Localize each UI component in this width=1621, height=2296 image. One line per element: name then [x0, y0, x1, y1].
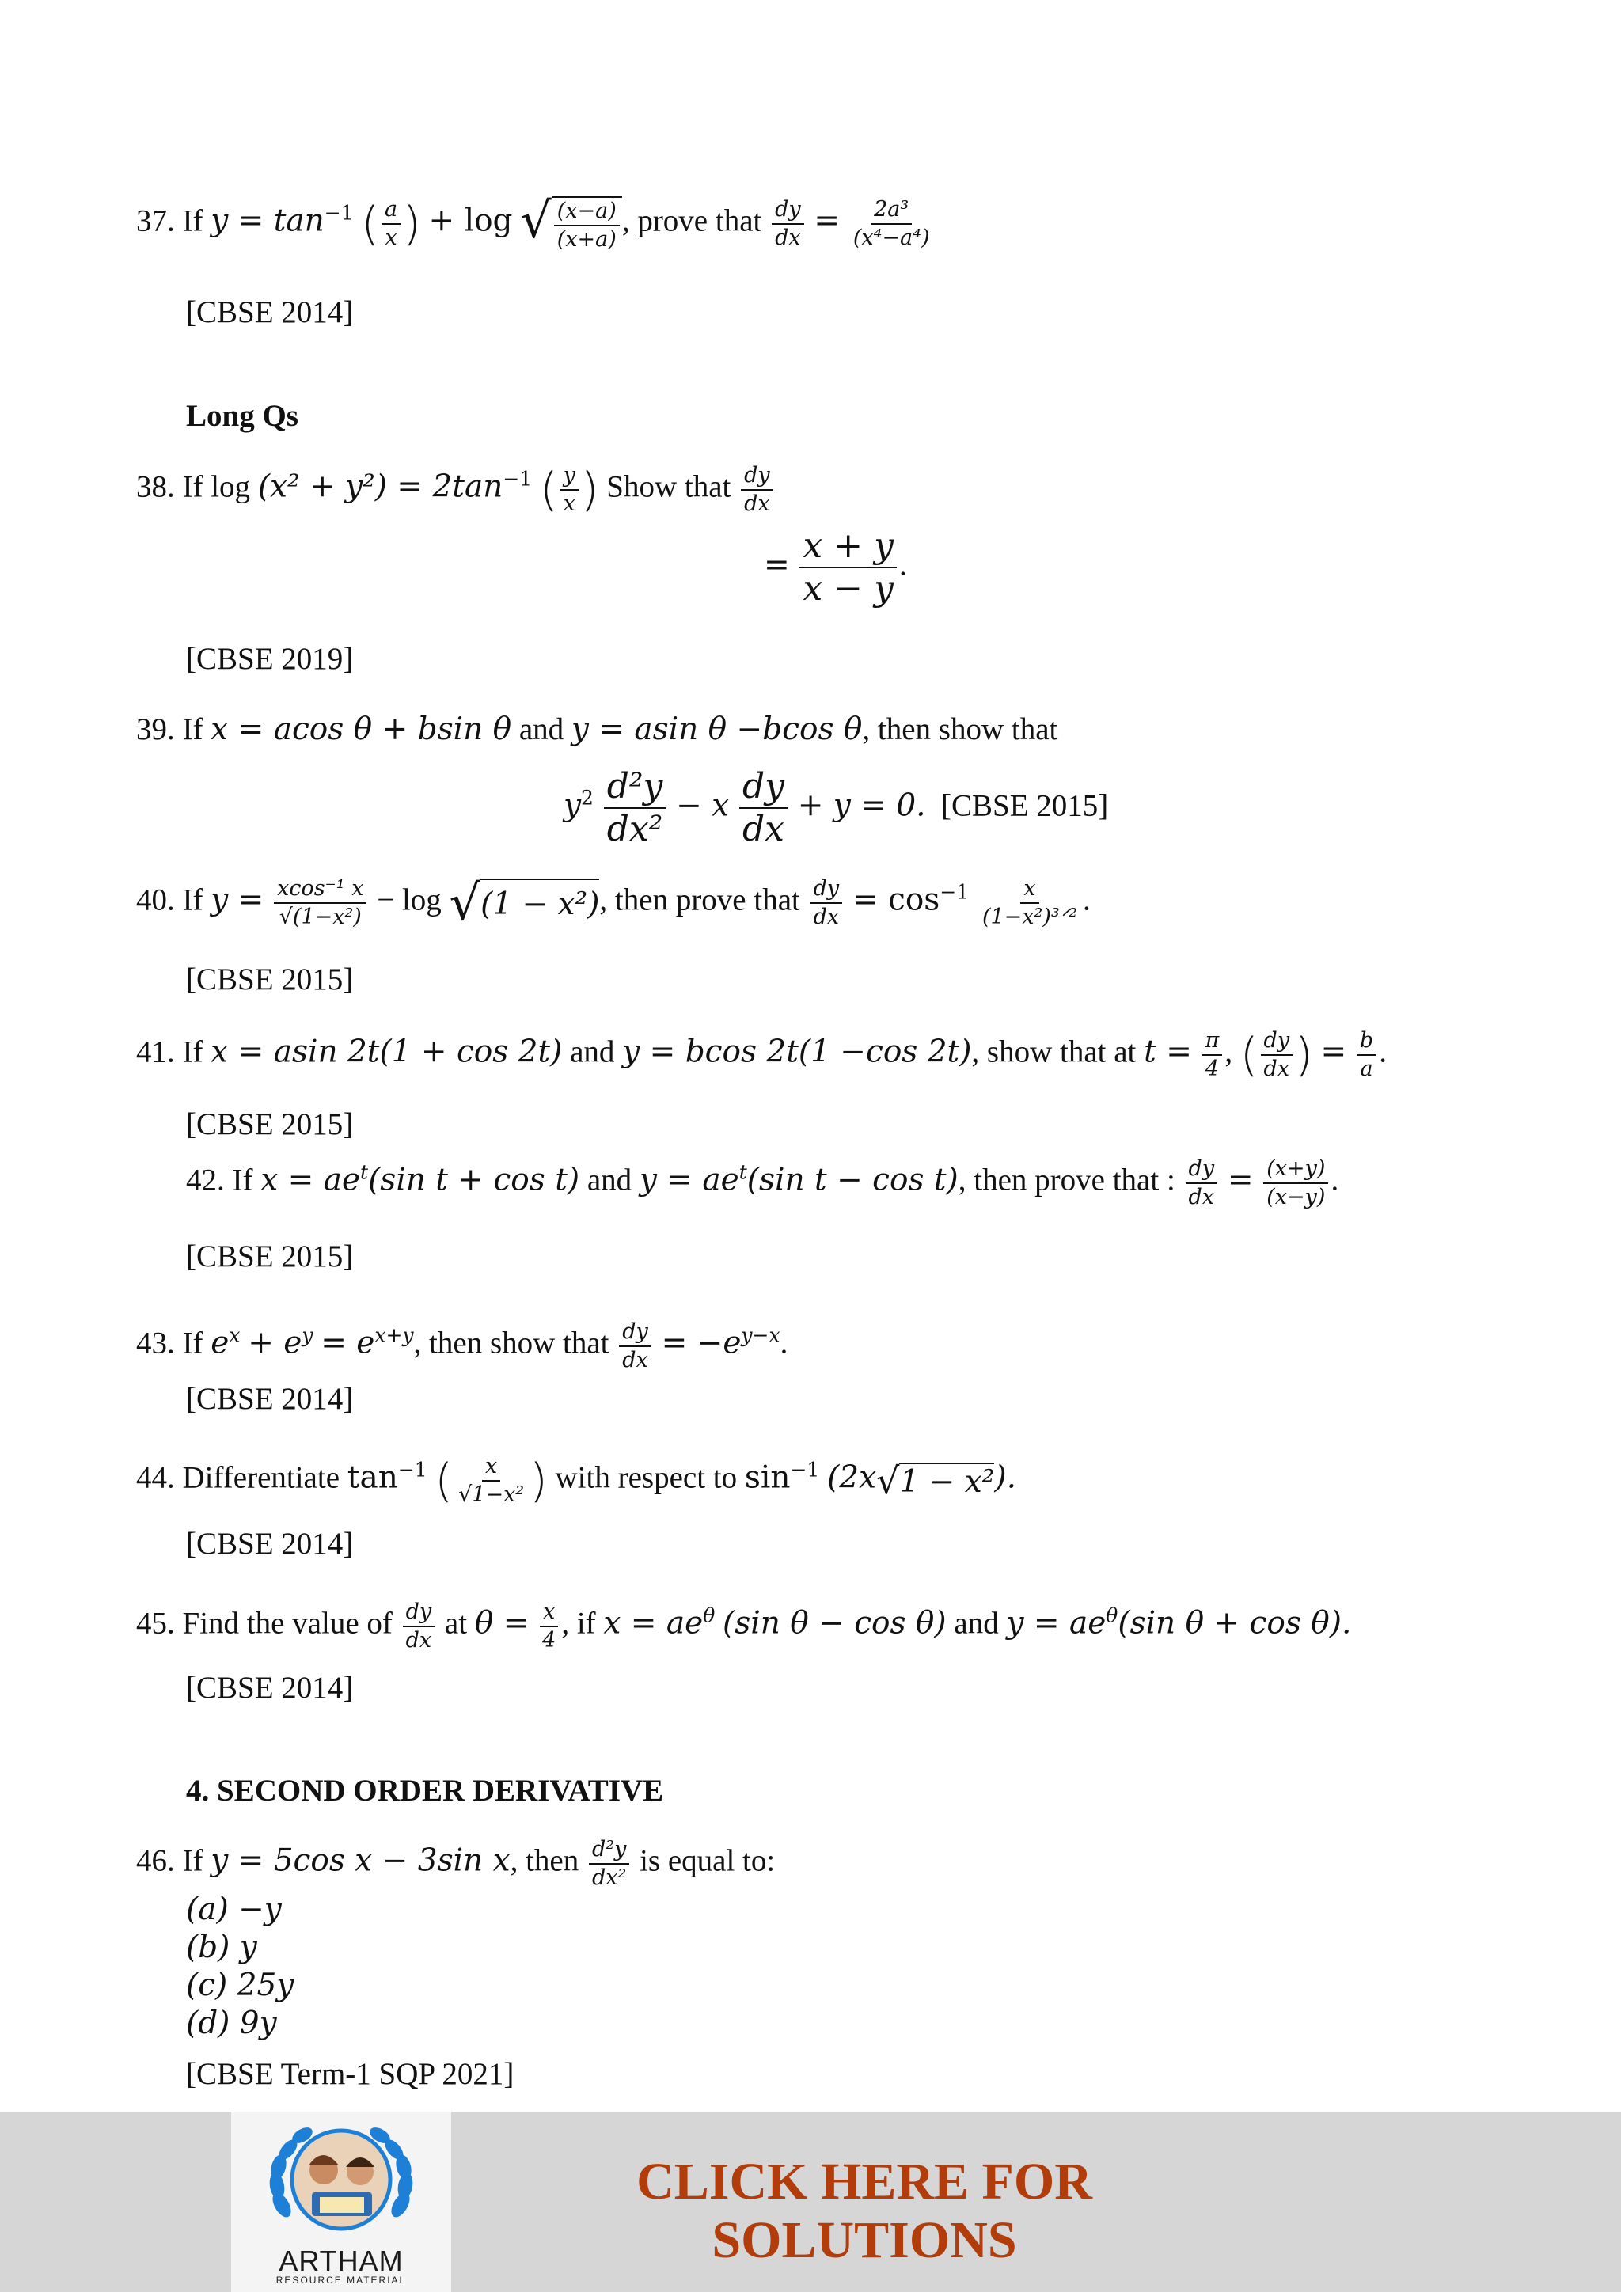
question-39-equation: $y^2$ $\frac{\text{d²y}}{\text{dx²}}$ − x $\frac{dy}{dx}$ + y = 0. [CBSE 2015] [564, 766, 1109, 850]
artham-logo [231, 2112, 451, 2292]
q46-option-b: (b) y [186, 1930, 257, 1965]
question-43: 43. If $e^x + e^y = e^{x+y}$, then show that $\frac{dy}{dx}$ = $-e^{y-x}$. [136, 1319, 788, 1372]
section-heading-long-qs: Long Qs [186, 399, 298, 433]
q38-source: [CBSE 2019] [186, 642, 354, 676]
question-42: 42. If $x = ae^t(\sin$ t + cos t) and $y = ae^t(\sin$ t − cos t), then prove that : $\frac{dy}{dx}$ = $\frac{(x+y)}{(x-y)}$ . [186, 1156, 1339, 1209]
question-41: 41. If x = asin 2t(1 + cos 2t) and y = bcos 2t(1 −cos 2t), show that at t = $\frac{\pi}{4}$ , ( $\frac{dy}{dx}$ ) = $\frac{b}{a}$ . [136, 1027, 1387, 1082]
q46-option-c: (c) 25y [186, 1968, 294, 2003]
footer-banner[interactable] [0, 2112, 1621, 2292]
question-45: 45. Find the value of $\frac{dy}{dx}$ at θ = $\frac{x}{4}$ , if $x = ae^\theta$ (sin θ − cos θ) and $y = ae^\theta(\sin$ θ + cos θ). [136, 1600, 1352, 1653]
q46-option-a: (a) −y [186, 1892, 282, 1927]
q42-source: [CBSE 2015] [186, 1239, 354, 1273]
question-39: 39. If x = acos θ + bsin θ and y = asin θ −bcos θ, then show that [136, 712, 1058, 747]
section-heading-second-order: 4. SECOND ORDER DERIVATIVE [186, 1774, 664, 1808]
q45-source: [CBSE 2014] [186, 1671, 354, 1705]
question-38: 38. If $\log (x^2 + y^2) = 2\tan^{-1}$ ( $\frac{y}{x}$ ) Show that $\frac{dy}{dx}$ [136, 464, 776, 515]
click-here-for-solutions-link[interactable]: CLICK HERE FOR SOLUTIONS [636, 2153, 1092, 2269]
q37-number: 37. If [136, 203, 203, 238]
q43-source: [CBSE 2014] [186, 1382, 354, 1416]
q46-option-d: (d) 9y [186, 2006, 277, 2041]
q44-source: [CBSE 2014] [186, 1527, 354, 1561]
question-38-rhs: = $\frac{x + y}{x - y}$ . [764, 526, 907, 609]
question-37: 37. If $y = \tan^{-1}$ ( $\frac{a}{x}$ ) + log √ $\frac{(x-a)}{(x+a)}$ , prove that $\frac{dy}{dx}$ = $\frac{\text{2a³}}{\text{(x⁴−a⁴)}}$ [136, 192, 930, 252]
logo-subtext: RESOURCE MATERIAL [275, 2275, 407, 2286]
question-40: 40. If y = $\frac{\text{xcos⁻¹ x}}{\text{√(1−x²)}}$ − log √ (1 − x²) , then prove that $\frac{dy}{dx}$ = $\cos^{-1}$ $\frac{x}{\text{(1−x²)³ᐟ²}}$ . [136, 873, 1091, 932]
q40-source: [CBSE 2015] [186, 962, 354, 996]
question-44: 44. Differentiate $\tan^{-1}$ ( $\frac{x}{\text{√1−x²}}$ ) with respect to $\sin^{-1} (2x$ √ 1 − x² ). [136, 1453, 1016, 1508]
logo-text: ARTHAM [279, 2245, 404, 2277]
q41-source: [CBSE 2015] [186, 1107, 354, 1141]
q46-source: [CBSE Term-1 SQP 2021] [186, 2057, 514, 2091]
q37-source: [CBSE 2014] [186, 295, 354, 329]
q39-source: [CBSE 2015] [941, 788, 1109, 823]
question-46: 46. If y = 5cos x − 3sin x, then $\frac{\text{d²y}}{\text{dx²}}$ is equal to: [136, 1837, 776, 1890]
